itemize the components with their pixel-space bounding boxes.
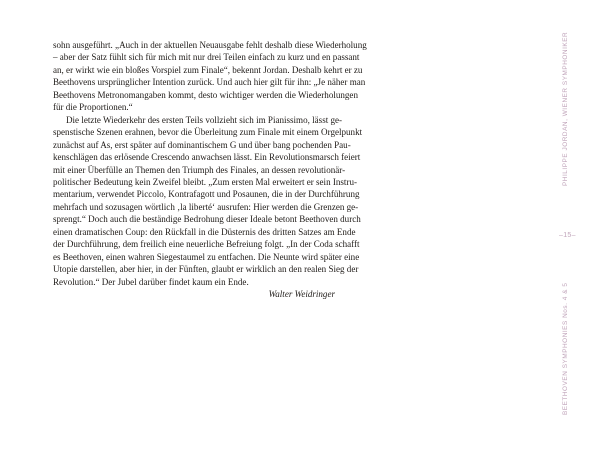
running-header-artist: PHILIPPE JORDAN, WIENER SYMPHONIKER — [562, 31, 569, 186]
text-line: – aber der Satz fühlt sich für mich mit nur drei Teilen einfach zu kurz und en passant — [53, 52, 360, 63]
text-line: der Durchführung, dem freilich eine neuerliche Befreiung folgt. „In der Coda schafft — [53, 239, 360, 250]
text-line: politischer Bedeutung kein Zweifel bleibt. „Zum ersten Mal erweitert er sein Instru- — [53, 176, 357, 187]
text-line: Revolution.“ Der Jubel darüber findet kaum ein Ende. — [53, 276, 249, 287]
text-line: sprengt.“ Doch auch die beständige Bedrohung dieser Ideale betont Beethoven durch — [53, 214, 361, 225]
text-line: mit einer Überfülle an Themen den Triumph des Finales, an dessen revolutionär- — [53, 164, 346, 175]
text-line: spenstische Szenen erahnen, bevor die Überleitung zum Finale mit einem Orgelpunkt — [53, 127, 363, 138]
text-line: mentarium, verwendet Piccolo, Kontrafagott und Posaunen, die in der Durchführung — [53, 189, 360, 200]
text-line: Beethovens Metronomangaben kommt, desto wichtiger werden die Wiederholungen — [53, 89, 358, 100]
author-signature: Walter Weidringer — [268, 289, 335, 300]
page-number: –15– — [559, 232, 576, 239]
text-line: für die Proportionen.“ — [53, 102, 133, 113]
text-line: Beethovens ursprünglicher Intention zurück. Und auch hier gilt für ihn: „Je näher man — [53, 77, 366, 88]
text-line: sohn ausgeführt. „Auch in der aktuellen Neuausgabe fehlt deshalb diese Wiederholung — [53, 40, 367, 50]
article-text — [53, 39, 367, 301]
text-line: einen dramatischen Coup: den Rückfall in die Düsternis des dritten Satzes am Ende — [53, 226, 356, 237]
text-line: an, er wirkt wie ein bloßes Vorspiel zum Finale“, bekennt Jordan. Deshalb kehrt er zu — [53, 64, 363, 75]
text-line: Utopie darstellen, aber hier, in der Fünften, glaubt er wirklich an den realen Sieg der — [53, 264, 359, 275]
running-header-title: BEETHOVEN SYMPHONIES Nos. 4 & 5 — [562, 282, 569, 415]
text-line: Die letzte Wiederkehr des ersten Teils vollzieht sich im Pianissimo, lässt ge- — [66, 114, 343, 125]
text-line: es Beethoven, einen wahren Siegestaumel zu entfachen. Die Neunte wird später eine — [53, 251, 360, 262]
text-line: mehrfach und sozusagen wörtlich ‚la liberté‘ ausrufen: Hier werden die Grenzen ge- — [53, 201, 359, 212]
text-line: zunächst auf As, erst später auf dominantischem G und über bang pochenden Pau- — [53, 139, 351, 150]
text-line: kenschlägen das erlösende Crescendo anwachsen lässt. Ein Revolutionsmarsch feiert — [53, 152, 361, 163]
